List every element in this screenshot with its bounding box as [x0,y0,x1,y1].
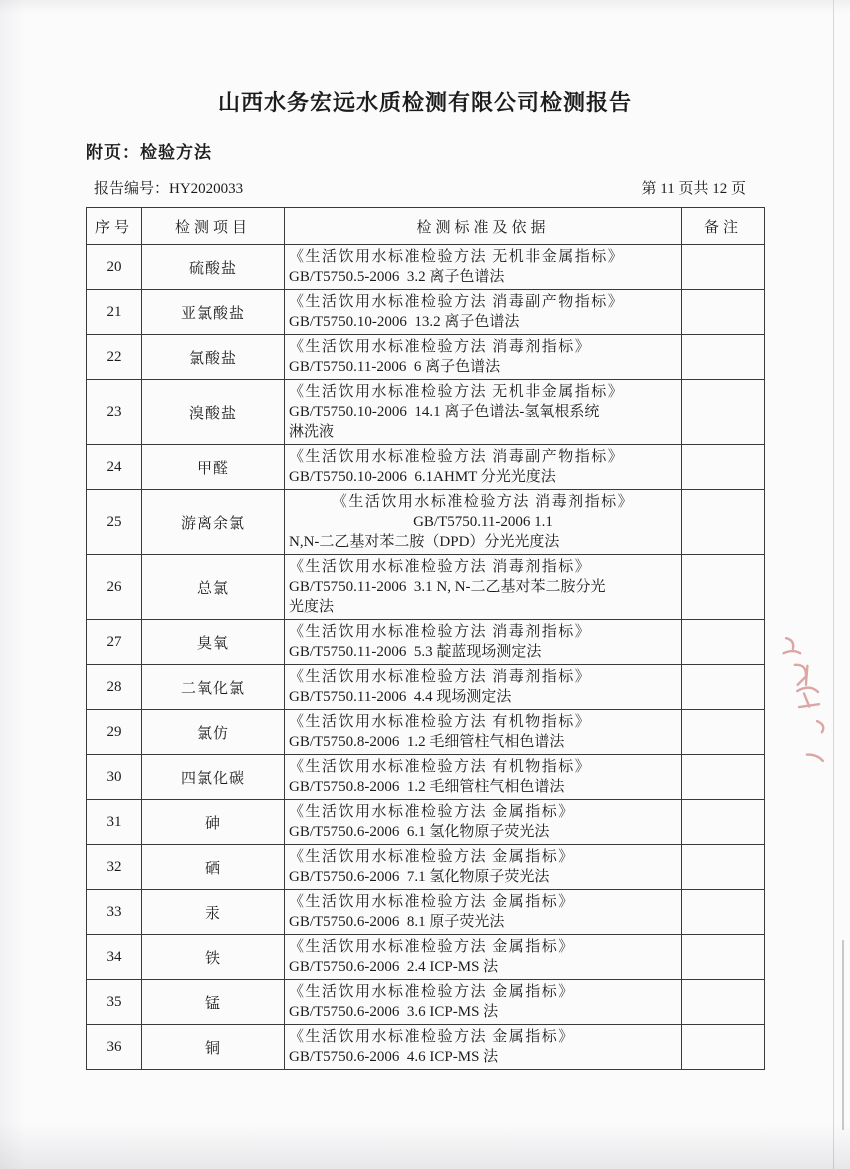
standard-cell [285,1025,682,1070]
standard-line: 《生活饮用水标准检验方法 消毒剂指标》 [331,494,635,510]
standard-line: 《生活饮用水标准检验方法 金属指标》 [289,984,575,1000]
standard-line: 《生活饮用水标准检验方法 无机非金属指标》 [289,384,625,400]
appendix-label: 附页：检验方法 [86,143,212,162]
table-row [87,245,765,290]
test-item-cell: 总氯 [142,555,285,620]
standard-line: GB/T5750.6-2006 8.1 原子荧光法 [289,914,505,930]
table-row [87,710,765,755]
table-row [87,445,765,490]
note-cell [682,555,765,620]
standard-line: GB/T5750.6-2006 2.4 ICP-MS 法 [289,959,499,975]
test-item-cell: 二氧化氯 [142,665,285,710]
note-cell [682,620,765,665]
column-header: 备注 [682,208,765,245]
standard-cell [285,710,682,755]
standard-line: GB/T5750.5-2006 3.2 离子色谱法 [289,269,505,285]
meta-row [94,177,746,198]
row-number-cell: 27 [87,620,142,665]
table-row [87,890,765,935]
table-row [87,935,765,980]
row-number-cell: 21 [87,290,142,335]
table-header-row [87,208,765,245]
standard-line: 《生活饮用水标准检验方法 有机物指标》 [289,759,592,775]
column-header: 序号 [87,208,142,245]
row-number-cell: 34 [87,935,142,980]
standard-line: 《生活饮用水标准检验方法 无机非金属指标》 [289,249,625,265]
scan-edge-right-mark [842,940,844,1130]
standard-cell [285,620,682,665]
standard-cell [285,490,682,555]
table-row [87,620,765,665]
standard-line: N,N-二乙基对苯二胺（DPD）分光光度法 [289,534,560,550]
standard-cell [285,980,682,1025]
note-cell [682,665,765,710]
note-cell [682,800,765,845]
test-item-cell: 溴酸盐 [142,380,285,445]
note-cell [682,245,765,290]
row-number-cell: 25 [87,490,142,555]
scan-edge-top [0,0,850,14]
row-number-cell: 31 [87,800,142,845]
red-stamp-fragment [765,621,850,781]
note-cell [682,290,765,335]
report-number-label: 报告编号： [94,181,170,197]
standard-cell [285,555,682,620]
standard-cell [285,290,682,335]
standard-line: GB/T5750.11-2006 1.1 [413,514,553,530]
table-row [87,290,765,335]
standard-line: 《生活饮用水标准检验方法 有机物指标》 [289,714,592,730]
row-number-cell: 29 [87,710,142,755]
table-row [87,665,765,710]
standard-line: 光度法 [289,599,335,615]
row-number-cell: 20 [87,245,142,290]
test-item-cell: 游离余氯 [142,490,285,555]
standard-line: 《生活饮用水标准检验方法 金属指标》 [289,804,575,820]
standard-cell [285,245,682,290]
note-cell [682,335,765,380]
test-item-cell: 氯酸盐 [142,335,285,380]
standard-line: GB/T5750.11-2006 4.4 现场测定法 [289,689,512,705]
methods-table-body [87,245,765,1070]
standard-line: GB/T5750.6-2006 4.6 ICP-MS 法 [289,1049,499,1065]
note-cell [682,845,765,890]
standard-line: 《生活饮用水标准检验方法 金属指标》 [289,894,575,910]
test-item-cell: 锰 [142,980,285,1025]
standard-cell [285,380,682,445]
row-number-cell: 24 [87,445,142,490]
standard-line: 《生活饮用水标准检验方法 金属指标》 [289,849,575,865]
standard-cell [285,800,682,845]
table-row [87,380,765,445]
standard-line: GB/T5750.8-2006 1.2 毛细管柱气相色谱法 [289,734,565,750]
standard-line: 《生活饮用水标准检验方法 消毒副产物指标》 [289,294,625,310]
note-cell [682,710,765,755]
note-cell [682,980,765,1025]
report-number-value: HY2020033 [169,181,244,197]
column-header: 检测标准及依据 [285,208,682,245]
row-number-cell: 26 [87,555,142,620]
page-title: 山西水务宏远水质检测有限公司检测报告 [217,90,632,115]
standard-cell [285,665,682,710]
row-number-cell: 33 [87,890,142,935]
table-row [87,335,765,380]
test-item-cell: 铜 [142,1025,285,1070]
scan-edge-bottom [0,1123,850,1169]
table-row [87,980,765,1025]
standard-line: GB/T5750.8-2006 1.2 毛细管柱气相色谱法 [289,779,565,795]
test-item-cell: 硫酸盐 [142,245,285,290]
standard-line: 《生活饮用水标准检验方法 消毒剂指标》 [289,669,592,685]
table-row [87,845,765,890]
note-cell [682,755,765,800]
standard-line: 《生活饮用水标准检验方法 消毒剂指标》 [289,624,592,640]
column-header: 检测项目 [142,208,285,245]
standard-cell [285,935,682,980]
standard-line: GB/T5750.10-2006 14.1 离子色谱法-氢氧根系统 [289,404,600,420]
standard-line: 《生活饮用水标准检验方法 消毒剂指标》 [289,559,592,575]
test-item-cell: 臭氧 [142,620,285,665]
standard-line: 《生活饮用水标准检验方法 金属指标》 [289,1029,575,1045]
note-cell [682,1025,765,1070]
test-item-cell: 亚氯酸盐 [142,290,285,335]
row-number-cell: 36 [87,1025,142,1070]
table-row [87,800,765,845]
standard-line: GB/T5750.11-2006 3.1 N, N-二乙基对苯二胺分光 [289,579,606,595]
test-item-cell: 甲醛 [142,445,285,490]
table-row [87,755,765,800]
standard-cell [285,335,682,380]
note-cell [682,380,765,445]
scan-edge-left [0,0,26,1169]
standard-line: GB/T5750.11-2006 5.3 靛蓝现场测定法 [289,644,542,660]
note-cell [682,890,765,935]
note-cell [682,490,765,555]
standard-line: GB/T5750.10-2006 6.1AHMT 分光光度法 [289,469,556,485]
standard-line: GB/T5750.6-2006 6.1 氢化物原子荧光法 [289,824,550,840]
page-indicator: 第 11 页共 12 页 [641,181,746,197]
standard-line: 淋洗液 [289,424,335,440]
standard-cell [285,755,682,800]
methods-table [86,207,765,1070]
row-number-cell: 32 [87,845,142,890]
test-item-cell: 铁 [142,935,285,980]
table-row [87,1025,765,1070]
row-number-cell: 22 [87,335,142,380]
test-item-cell: 四氯化碳 [142,755,285,800]
test-item-cell: 砷 [142,800,285,845]
test-item-cell: 硒 [142,845,285,890]
table-row [87,490,765,555]
standard-cell [285,445,682,490]
test-item-cell: 汞 [142,890,285,935]
standard-line: 《生活饮用水标准检验方法 消毒剂指标》 [289,339,592,355]
row-number-cell: 28 [87,665,142,710]
scan-edge-right-line [833,0,834,1169]
standard-line: GB/T5750.10-2006 13.2 离子色谱法 [289,314,520,330]
note-cell [682,445,765,490]
standard-line: GB/T5750.6-2006 3.6 ICP-MS 法 [289,1004,499,1020]
standard-cell [285,890,682,935]
row-number-cell: 35 [87,980,142,1025]
row-number-cell: 30 [87,755,142,800]
standard-line: GB/T5750.11-2006 6 离子色谱法 [289,359,501,375]
standard-line: 《生活饮用水标准检验方法 消毒副产物指标》 [289,449,625,465]
standard-line: 《生活饮用水标准检验方法 金属指标》 [289,939,575,955]
standard-line: GB/T5750.6-2006 7.1 氢化物原子荧光法 [289,869,550,885]
report-number [94,177,243,198]
test-item-cell: 氯仿 [142,710,285,755]
row-number-cell: 23 [87,380,142,445]
standard-cell [285,845,682,890]
table-row [87,555,765,620]
note-cell [682,935,765,980]
